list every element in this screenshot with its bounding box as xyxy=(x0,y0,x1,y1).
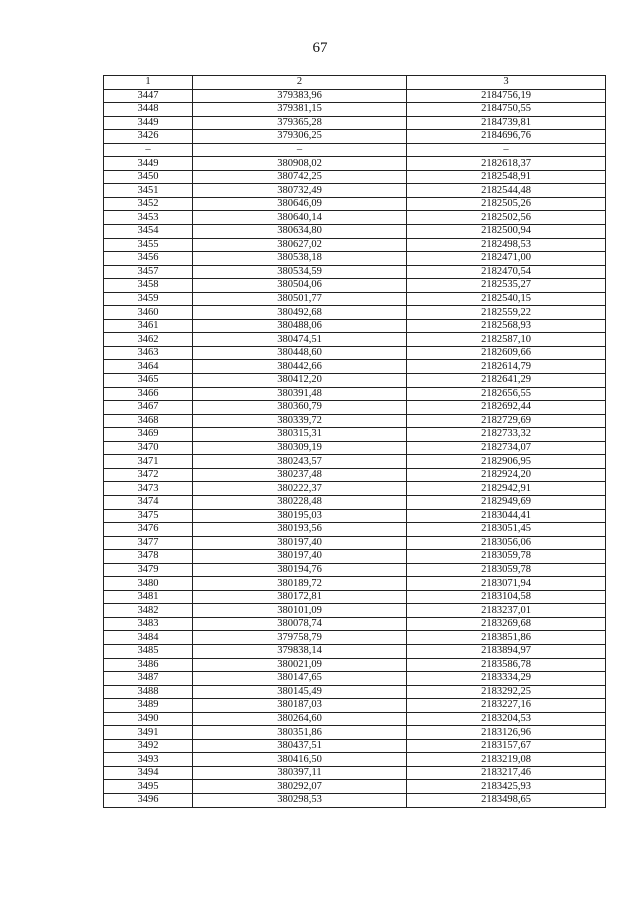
x-coordinate-cell: 380416,50 xyxy=(193,753,407,767)
y-coordinate-cell: 2182470,54 xyxy=(407,265,606,279)
y-coordinate-cell: 2183334,29 xyxy=(407,672,606,686)
y-coordinate-cell: 2182924,20 xyxy=(407,468,606,482)
table-row xyxy=(104,225,606,239)
table-row xyxy=(104,184,606,198)
table-row xyxy=(104,550,606,564)
y-coordinate-cell: 2183219,08 xyxy=(407,753,606,767)
point-number-cell: 3474 xyxy=(104,495,193,509)
point-number-cell: 3486 xyxy=(104,658,193,672)
x-coordinate-cell: 380448,60 xyxy=(193,346,407,360)
header-row xyxy=(104,76,606,90)
x-coordinate-cell: 380437,51 xyxy=(193,739,407,753)
point-number-cell: 3470 xyxy=(104,441,193,455)
x-coordinate-cell: 380264,60 xyxy=(193,712,407,726)
point-number-cell: 3469 xyxy=(104,428,193,442)
table-row xyxy=(104,523,606,537)
y-coordinate-cell: 2182614,79 xyxy=(407,360,606,374)
y-coordinate-cell: 2184739,81 xyxy=(407,116,606,130)
table-row xyxy=(104,617,606,631)
point-number-cell: 3466 xyxy=(104,387,193,401)
y-coordinate-cell: 2182502,56 xyxy=(407,211,606,225)
x-coordinate-cell: 380391,48 xyxy=(193,387,407,401)
table-row xyxy=(104,292,606,306)
table-row xyxy=(104,536,606,550)
table-row xyxy=(104,577,606,591)
point-number-cell: 3461 xyxy=(104,319,193,333)
table-row xyxy=(104,374,606,388)
y-coordinate-cell: 2182733,32 xyxy=(407,428,606,442)
x-coordinate-cell: 380145,49 xyxy=(193,685,407,699)
table-row xyxy=(104,495,606,509)
y-coordinate-cell: 2182692,44 xyxy=(407,401,606,415)
point-number-cell: 3463 xyxy=(104,346,193,360)
point-number-cell: 3455 xyxy=(104,238,193,252)
table-row xyxy=(104,211,606,225)
table-row xyxy=(104,482,606,496)
table-row xyxy=(104,685,606,699)
point-number-cell: 3484 xyxy=(104,631,193,645)
x-coordinate-cell: 380078,74 xyxy=(193,617,407,631)
point-number-cell: 3468 xyxy=(104,414,193,428)
table-row xyxy=(104,631,606,645)
table-row xyxy=(104,590,606,604)
table-row xyxy=(104,739,606,753)
x-coordinate-cell: 380298,53 xyxy=(193,793,407,807)
y-coordinate-cell: 2182587,10 xyxy=(407,333,606,347)
table-row xyxy=(104,766,606,780)
y-coordinate-cell: 2183059,78 xyxy=(407,550,606,564)
x-coordinate-cell: 380189,72 xyxy=(193,577,407,591)
y-coordinate-cell: 2183292,25 xyxy=(407,685,606,699)
y-coordinate-cell: 2184756,19 xyxy=(407,89,606,103)
point-number-cell: 3449 xyxy=(104,157,193,171)
table-row xyxy=(104,712,606,726)
point-number-cell: 3493 xyxy=(104,753,193,767)
y-coordinate-cell: 2183204,53 xyxy=(407,712,606,726)
point-number-cell: 3479 xyxy=(104,563,193,577)
table-row xyxy=(104,455,606,469)
table-row xyxy=(104,252,606,266)
point-number-cell: 3456 xyxy=(104,252,193,266)
x-coordinate-cell: 380442,66 xyxy=(193,360,407,374)
point-number-cell: 3453 xyxy=(104,211,193,225)
point-number-cell: 3426 xyxy=(104,130,193,144)
x-coordinate-cell: 379758,79 xyxy=(193,631,407,645)
table-row xyxy=(104,414,606,428)
point-number-cell: 3471 xyxy=(104,455,193,469)
point-number-cell: 3481 xyxy=(104,590,193,604)
point-number-cell: 3457 xyxy=(104,265,193,279)
table-row xyxy=(104,319,606,333)
x-coordinate-cell: 380228,48 xyxy=(193,495,407,509)
x-coordinate-cell: 380634,80 xyxy=(193,225,407,239)
table-row xyxy=(104,726,606,740)
point-number-cell: 3473 xyxy=(104,482,193,496)
y-coordinate-cell: 2183071,94 xyxy=(407,577,606,591)
x-coordinate-cell: 380197,40 xyxy=(193,536,407,550)
table-header xyxy=(104,76,606,90)
y-coordinate-cell: 2183498,65 xyxy=(407,793,606,807)
point-number-cell: 3495 xyxy=(104,780,193,794)
table-row xyxy=(104,116,606,130)
point-number-cell: 3451 xyxy=(104,184,193,198)
point-number-cell: 3450 xyxy=(104,170,193,184)
table-row xyxy=(104,170,606,184)
point-number-cell: 3452 xyxy=(104,197,193,211)
x-coordinate-cell: 379838,14 xyxy=(193,644,407,658)
x-coordinate-cell: – xyxy=(193,143,407,157)
table-row xyxy=(104,644,606,658)
y-coordinate-cell: 2182559,22 xyxy=(407,306,606,320)
page-number: 67 xyxy=(312,40,328,56)
y-coordinate-cell: 2184696,76 xyxy=(407,130,606,144)
point-number-cell: 3449 xyxy=(104,116,193,130)
table-row xyxy=(104,428,606,442)
point-number-cell: 3475 xyxy=(104,509,193,523)
y-coordinate-cell: 2183237,01 xyxy=(407,604,606,618)
table-row xyxy=(104,89,606,103)
x-coordinate-cell: 380538,18 xyxy=(193,252,407,266)
x-coordinate-cell: 380237,48 xyxy=(193,468,407,482)
point-number-cell: 3483 xyxy=(104,617,193,631)
point-number-cell: 3447 xyxy=(104,89,193,103)
point-number-cell: 3482 xyxy=(104,604,193,618)
x-coordinate-cell: 380534,59 xyxy=(193,265,407,279)
y-coordinate-cell: 2183051,45 xyxy=(407,523,606,537)
y-coordinate-cell: 2183851,86 xyxy=(407,631,606,645)
point-number-cell: 3454 xyxy=(104,225,193,239)
x-coordinate-cell: 380194,76 xyxy=(193,563,407,577)
point-number-cell: 3490 xyxy=(104,712,193,726)
point-number-cell: 3494 xyxy=(104,766,193,780)
y-coordinate-cell: 2182734,07 xyxy=(407,441,606,455)
x-coordinate-cell: 379365,28 xyxy=(193,116,407,130)
x-coordinate-cell: 379383,96 xyxy=(193,89,407,103)
table-row xyxy=(104,793,606,807)
table-row xyxy=(104,143,606,157)
y-coordinate-cell: 2183157,67 xyxy=(407,739,606,753)
x-coordinate-cell: 380222,37 xyxy=(193,482,407,496)
table-row xyxy=(104,563,606,577)
y-coordinate-cell: 2182548,91 xyxy=(407,170,606,184)
x-coordinate-cell: 380640,14 xyxy=(193,211,407,225)
table-row xyxy=(104,238,606,252)
point-number-cell: 3448 xyxy=(104,103,193,117)
point-number-cell: 3496 xyxy=(104,793,193,807)
point-number-cell: 3477 xyxy=(104,536,193,550)
table-body xyxy=(104,89,606,807)
x-coordinate-cell: 380492,68 xyxy=(193,306,407,320)
x-coordinate-cell: 380742,25 xyxy=(193,170,407,184)
table-row xyxy=(104,306,606,320)
y-coordinate-cell: 2182540,15 xyxy=(407,292,606,306)
table-row xyxy=(104,387,606,401)
x-coordinate-cell: 380351,86 xyxy=(193,726,407,740)
table-row xyxy=(104,441,606,455)
y-coordinate-cell: – xyxy=(407,143,606,157)
y-coordinate-cell: 2183586,78 xyxy=(407,658,606,672)
table-row xyxy=(104,333,606,347)
x-coordinate-cell: 380474,51 xyxy=(193,333,407,347)
table-row xyxy=(104,157,606,171)
point-number-cell: 3472 xyxy=(104,468,193,482)
table-row xyxy=(104,509,606,523)
point-number-cell: 3489 xyxy=(104,699,193,713)
x-coordinate-cell: 380908,02 xyxy=(193,157,407,171)
table-row xyxy=(104,346,606,360)
point-number-cell: 3462 xyxy=(104,333,193,347)
y-coordinate-cell: 2182656,55 xyxy=(407,387,606,401)
y-coordinate-cell: 2182505,26 xyxy=(407,197,606,211)
y-coordinate-cell: 2183227,16 xyxy=(407,699,606,713)
y-coordinate-cell: 2182568,93 xyxy=(407,319,606,333)
x-coordinate-cell: 380397,11 xyxy=(193,766,407,780)
table-row xyxy=(104,658,606,672)
point-number-cell: – xyxy=(104,143,193,157)
point-number-cell: 3487 xyxy=(104,672,193,686)
y-coordinate-cell: 2183059,78 xyxy=(407,563,606,577)
y-coordinate-cell: 2183894,97 xyxy=(407,644,606,658)
x-coordinate-cell: 379381,15 xyxy=(193,103,407,117)
x-coordinate-cell: 380646,09 xyxy=(193,197,407,211)
x-coordinate-cell: 380360,79 xyxy=(193,401,407,415)
x-coordinate-cell: 380309,19 xyxy=(193,441,407,455)
coordinates-table xyxy=(103,75,606,808)
point-number-cell: 3465 xyxy=(104,374,193,388)
point-number-cell: 3476 xyxy=(104,523,193,537)
x-coordinate-cell: 380243,57 xyxy=(193,455,407,469)
x-coordinate-cell: 380292,07 xyxy=(193,780,407,794)
x-coordinate-cell: 380412,20 xyxy=(193,374,407,388)
y-coordinate-cell: 2182942,91 xyxy=(407,482,606,496)
y-coordinate-cell: 2182609,66 xyxy=(407,346,606,360)
table-row xyxy=(104,103,606,117)
y-coordinate-cell: 2183269,68 xyxy=(407,617,606,631)
x-coordinate-cell: 380501,77 xyxy=(193,292,407,306)
table-row xyxy=(104,672,606,686)
column-header-x-coordinate: 2 xyxy=(193,76,407,90)
x-coordinate-cell: 380021,09 xyxy=(193,658,407,672)
point-number-cell: 3478 xyxy=(104,550,193,564)
x-coordinate-cell: 380504,06 xyxy=(193,279,407,293)
point-number-cell: 3460 xyxy=(104,306,193,320)
y-coordinate-cell: 2182906,95 xyxy=(407,455,606,469)
table-row xyxy=(104,265,606,279)
x-coordinate-cell: 380488,06 xyxy=(193,319,407,333)
x-coordinate-cell: 380187,03 xyxy=(193,699,407,713)
y-coordinate-cell: 2183425,93 xyxy=(407,780,606,794)
point-number-cell: 3488 xyxy=(104,685,193,699)
x-coordinate-cell: 380197,40 xyxy=(193,550,407,564)
x-coordinate-cell: 380315,31 xyxy=(193,428,407,442)
x-coordinate-cell: 380147,65 xyxy=(193,672,407,686)
point-number-cell: 3480 xyxy=(104,577,193,591)
table-row xyxy=(104,360,606,374)
x-coordinate-cell: 380627,02 xyxy=(193,238,407,252)
table-row xyxy=(104,699,606,713)
table-row xyxy=(104,130,606,144)
point-number-cell: 3485 xyxy=(104,644,193,658)
x-coordinate-cell: 380172,81 xyxy=(193,590,407,604)
table-row xyxy=(104,197,606,211)
y-coordinate-cell: 2182641,29 xyxy=(407,374,606,388)
y-coordinate-cell: 2182535,27 xyxy=(407,279,606,293)
y-coordinate-cell: 2183126,96 xyxy=(407,726,606,740)
y-coordinate-cell: 2183056,06 xyxy=(407,536,606,550)
y-coordinate-cell: 2182618,37 xyxy=(407,157,606,171)
table-row xyxy=(104,604,606,618)
table-row xyxy=(104,780,606,794)
column-header-y-coordinate: 3 xyxy=(407,76,606,90)
y-coordinate-cell: 2184750,55 xyxy=(407,103,606,117)
point-number-cell: 3459 xyxy=(104,292,193,306)
table-row xyxy=(104,401,606,415)
x-coordinate-cell: 380193,56 xyxy=(193,523,407,537)
y-coordinate-cell: 2183104,58 xyxy=(407,590,606,604)
y-coordinate-cell: 2183044,41 xyxy=(407,509,606,523)
column-header-point-number: 1 xyxy=(104,76,193,90)
table-row xyxy=(104,468,606,482)
y-coordinate-cell: 2182949,69 xyxy=(407,495,606,509)
x-coordinate-cell: 379306,25 xyxy=(193,130,407,144)
point-number-cell: 3491 xyxy=(104,726,193,740)
point-number-cell: 3492 xyxy=(104,739,193,753)
x-coordinate-cell: 380101,09 xyxy=(193,604,407,618)
x-coordinate-cell: 380732,49 xyxy=(193,184,407,198)
y-coordinate-cell: 2182498,53 xyxy=(407,238,606,252)
y-coordinate-cell: 2182544,48 xyxy=(407,184,606,198)
y-coordinate-cell: 2183217,46 xyxy=(407,766,606,780)
point-number-cell: 3467 xyxy=(104,401,193,415)
x-coordinate-cell: 380339,72 xyxy=(193,414,407,428)
point-number-cell: 3458 xyxy=(104,279,193,293)
y-coordinate-cell: 2182500,94 xyxy=(407,225,606,239)
point-number-cell: 3464 xyxy=(104,360,193,374)
table-row xyxy=(104,279,606,293)
x-coordinate-cell: 380195,03 xyxy=(193,509,407,523)
y-coordinate-cell: 2182729,69 xyxy=(407,414,606,428)
y-coordinate-cell: 2182471,00 xyxy=(407,252,606,266)
table-row xyxy=(104,753,606,767)
